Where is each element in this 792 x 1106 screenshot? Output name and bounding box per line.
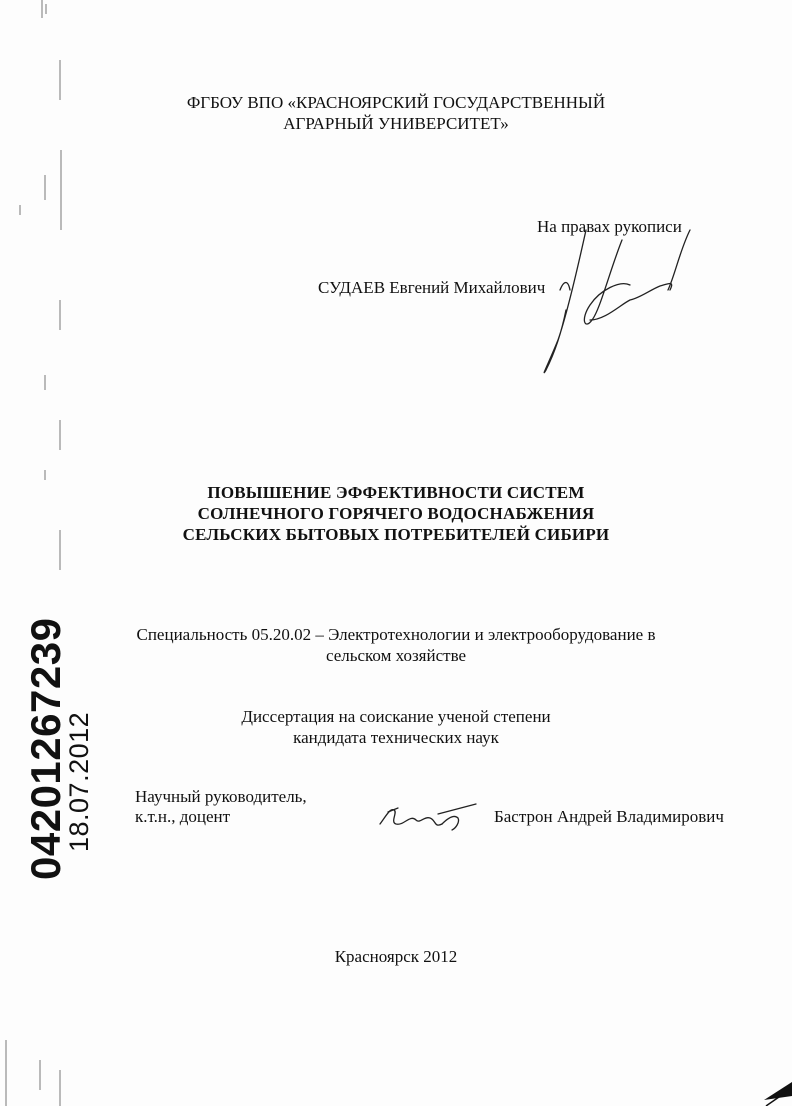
city-year: Красноярск 2012	[334, 947, 458, 966]
barcode-number: 04201267239	[22, 617, 69, 880]
supervisor-name: Бастрон Андрей Владимирович	[494, 807, 724, 826]
corner-scan-mark	[752, 1066, 792, 1106]
dissertation-line-1: Диссертация на соискание ученой степени	[241, 707, 551, 726]
author-name: СУДАЕВ Евгений Михайлович	[318, 278, 546, 297]
date-stamp: 18.07.2012	[64, 711, 94, 852]
supervisor-signature	[376, 798, 486, 838]
title-line-3: СЕЛЬСКИХ БЫТОВЫХ ПОТРЕБИТЕЛЕЙ СИБИРИ	[182, 525, 610, 544]
specialty-line-1: Специальность 05.20.02 – Электротехнологии и электрооборудование в	[136, 625, 656, 644]
author-signature	[530, 220, 700, 385]
rights-notice: На правах рукописи	[537, 217, 682, 236]
title-line-1: ПОВЫШЕНИЕ ЭФФЕКТИВНОСТИ СИСТЕМ	[207, 483, 585, 502]
title-line-2: СОЛНЕЧНОГО ГОРЯЧЕГО ВОДОСНАБЖЕНИЯ	[197, 504, 595, 523]
supervisor-role-line-2: к.т.н., доцент	[135, 807, 231, 826]
dissertation-line-2: кандидата технических наук	[293, 728, 499, 747]
margin-scan-marks	[0, 0, 90, 1106]
organization-line-1: ФГБОУ ВПО «КРАСНОЯРСКИЙ ГОСУДАРСТВЕННЫЙ	[186, 93, 606, 112]
specialty-line-2: сельском хозяйстве	[325, 646, 467, 665]
organization-line-2: АГРАРНЫЙ УНИВЕРСИТЕТ»	[283, 114, 509, 133]
supervisor-role-line-1: Научный руководитель,	[135, 787, 307, 806]
